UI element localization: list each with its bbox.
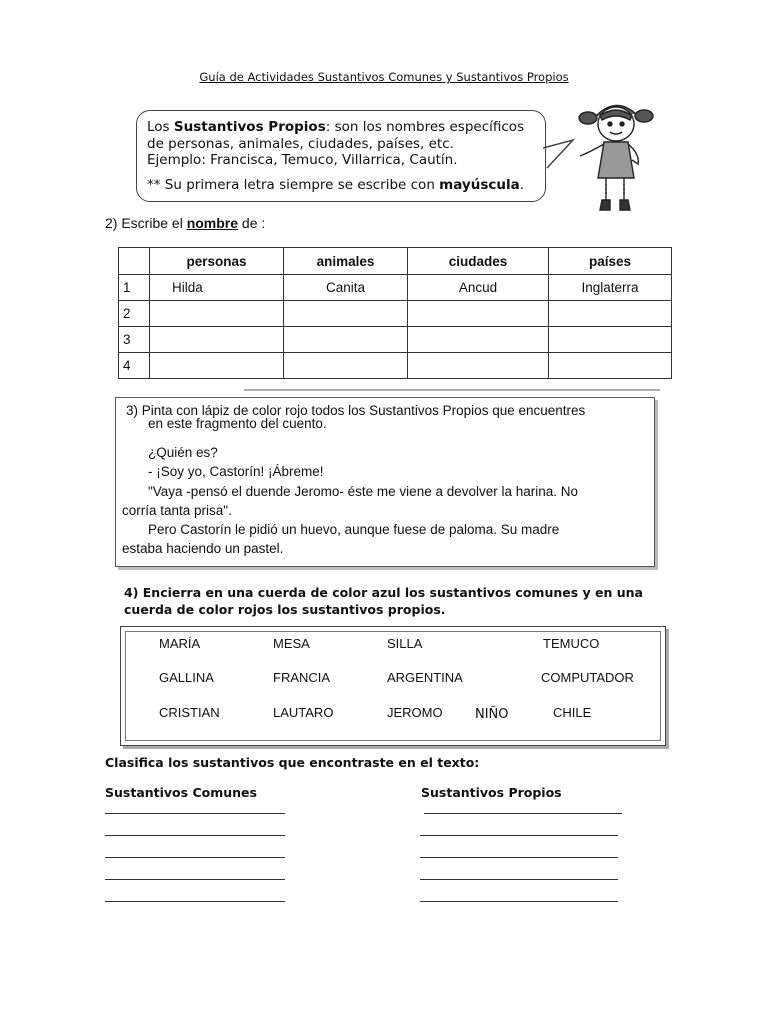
answer-line[interactable] xyxy=(105,901,285,902)
section-2-instruction xyxy=(105,215,265,231)
empty-cell[interactable] xyxy=(408,301,549,327)
girl-illustration xyxy=(574,94,658,218)
cell-persona: Hilda xyxy=(150,275,284,301)
empty-cell[interactable] xyxy=(284,327,408,353)
empty-cell[interactable] xyxy=(150,353,284,379)
page-title: Guía de Actividades Sustantivos Comunes y Sustantivos Propios xyxy=(199,70,569,84)
word-item[interactable]: ARGENTINA xyxy=(387,670,463,685)
table-row xyxy=(119,327,672,353)
definition-line-4-bold: mayúscula xyxy=(439,177,520,193)
word-item[interactable]: NIÑO xyxy=(475,707,509,722)
section-3-instruction-2: en este fragmento del cuento. xyxy=(148,416,327,431)
story-line: - ¡Soy yo, Castorín! ¡Ábreme! xyxy=(148,464,324,479)
table-row xyxy=(119,301,672,327)
word-item[interactable]: MESA xyxy=(273,636,310,651)
speech-callout-tail xyxy=(543,138,577,178)
word-box xyxy=(120,626,666,746)
table-corner xyxy=(119,248,150,275)
header-animales: animales xyxy=(284,248,408,275)
story-line: estaba haciendo un pastel. xyxy=(122,541,284,556)
empty-cell[interactable] xyxy=(284,353,408,379)
section-2-post: de : xyxy=(238,215,266,231)
proper-nouns-heading: Sustantivos Propios xyxy=(421,785,562,800)
header-ciudades: ciudades xyxy=(408,248,549,275)
word-item[interactable]: MARÍA xyxy=(159,636,201,651)
cell-pais: Inglaterra xyxy=(549,275,672,301)
answer-line[interactable] xyxy=(424,813,622,814)
cell-animal: Canita xyxy=(284,275,408,301)
divider xyxy=(244,389,660,391)
story-box xyxy=(115,397,655,567)
answer-line[interactable] xyxy=(105,835,285,836)
section-4-line-1: 4) Encierra en una cuerda de color azul los sustantivos comunes y en una xyxy=(124,585,643,600)
word-item[interactable]: LAUTARO xyxy=(273,705,334,720)
story-line: Pero Castorín le pidió un huevo, aunque fuese de paloma. Su madre xyxy=(148,522,560,537)
section-4-line-2: cuerda de color rojos los sustantivos propios. xyxy=(124,602,446,617)
empty-cell[interactable] xyxy=(549,353,672,379)
word-item[interactable]: GALLINA xyxy=(159,670,214,685)
story-line: corría tanta prisa". xyxy=(122,503,232,518)
section-4-instruction xyxy=(124,584,664,618)
answer-line[interactable] xyxy=(105,813,285,814)
classify-prompt: Clasifica los sustantivos que encontraste en el texto: xyxy=(105,755,480,770)
answer-line[interactable] xyxy=(420,901,618,902)
answer-line[interactable] xyxy=(420,835,618,836)
table-row xyxy=(119,353,672,379)
definition-line-1-post: : son los nombres específicos xyxy=(325,119,525,135)
word-item[interactable]: CRISTIAN xyxy=(159,705,220,720)
definition-box xyxy=(136,110,546,202)
row-number: 4 xyxy=(119,353,150,379)
definition-line-1 xyxy=(147,119,524,136)
section-2-pre: 2) Escribe el xyxy=(105,215,187,231)
table-row xyxy=(119,275,672,301)
header-paises: países xyxy=(549,248,672,275)
row-number: 1 xyxy=(119,275,150,301)
word-item[interactable]: SILLA xyxy=(387,636,423,651)
row-number: 2 xyxy=(119,301,150,327)
cell-ciudad: Ancud xyxy=(408,275,549,301)
word-item[interactable]: JEROMO xyxy=(387,705,443,720)
empty-cell[interactable] xyxy=(549,301,672,327)
definition-line-4-post: . xyxy=(519,177,525,193)
definition-line-1-pre: Los xyxy=(147,119,174,135)
empty-cell[interactable] xyxy=(284,301,408,327)
common-nouns-heading: Sustantivos Comunes xyxy=(105,785,257,800)
answer-line[interactable] xyxy=(105,857,285,858)
empty-cell[interactable] xyxy=(408,327,549,353)
definition-line-1-bold: Sustantivos Propios xyxy=(173,119,326,135)
word-item[interactable]: TEMUCO xyxy=(543,636,600,651)
empty-cell[interactable] xyxy=(150,327,284,353)
definition-line-2: de personas, animales, ciudades, países, etc. xyxy=(147,136,454,152)
header-personas: personas xyxy=(150,248,284,275)
story-line: "Vaya -pensó el duende Jeromo- éste me viene a devolver la harina. No xyxy=(148,484,579,499)
word-item[interactable]: CHILE xyxy=(553,705,592,720)
word-item[interactable]: COMPUTADOR xyxy=(541,670,634,685)
empty-cell[interactable] xyxy=(150,301,284,327)
empty-cell[interactable] xyxy=(549,327,672,353)
definition-line-3: Ejemplo: Francisca, Temuco, Villarrica, Cautín. xyxy=(147,152,458,168)
answer-line[interactable] xyxy=(105,879,285,880)
definition-line-4-pre: ** Su primera letra siempre se escribe con xyxy=(147,177,440,193)
row-number: 3 xyxy=(119,327,150,353)
empty-cell[interactable] xyxy=(408,353,549,379)
table-header-row xyxy=(119,248,672,275)
answer-line[interactable] xyxy=(420,857,618,858)
word-item[interactable]: FRANCIA xyxy=(273,670,331,685)
section-3-instruction-1: 3) Pinta con lápiz de color rojo todos los Sustantivos Propios que encuentres xyxy=(126,403,586,418)
story-line: ¿Quién es? xyxy=(148,445,218,460)
definition-line-4 xyxy=(147,177,524,194)
section-2-bold: nombre xyxy=(186,215,239,231)
answer-line[interactable] xyxy=(420,879,618,880)
names-table xyxy=(118,247,672,379)
